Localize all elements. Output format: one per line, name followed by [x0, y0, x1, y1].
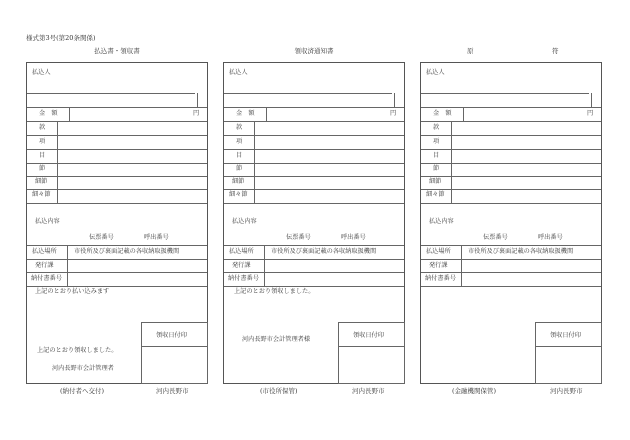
- form-notice: [223, 62, 405, 384]
- stamp-label: 領収日付印: [156, 332, 187, 339]
- slip-number-label: 伝票番号: [483, 234, 508, 241]
- row-label-setsu: 節: [39, 165, 46, 172]
- slip-number-label: 伝票番号: [89, 234, 114, 241]
- content-label: 払込内容: [232, 218, 257, 225]
- amount-label: 金 額: [433, 110, 452, 117]
- row-label-saisetsu: 細節: [35, 178, 48, 185]
- payer-label: 払込人: [32, 69, 51, 76]
- amount-label: 金 額: [236, 110, 255, 117]
- row-label-saisaisetsu: 細々節: [229, 191, 248, 198]
- row-label-setsu: 節: [433, 165, 440, 172]
- call-number-label: 呼出番号: [144, 234, 169, 241]
- payer-label: 払込人: [426, 69, 445, 76]
- copy-label-stub: (金融機関保管): [452, 387, 497, 395]
- received-note: 上記のとおり領収しました。: [37, 347, 118, 354]
- row-label-moku: 目: [433, 152, 440, 159]
- city-label-receipt: 河内長野市: [156, 387, 189, 395]
- call-number-label: 呼出番号: [341, 234, 366, 241]
- stamp-label: 領収日付印: [550, 332, 581, 339]
- amount-label: 金 額: [39, 110, 58, 117]
- form-title-stub-right: 符: [552, 47, 559, 55]
- row-label-saisaisetsu: 細々節: [426, 191, 445, 198]
- place-label: 払込場所: [32, 248, 57, 255]
- row-label-saisetsu: 細節: [429, 178, 442, 185]
- form-title-receipt: 払込書・領収書: [94, 47, 140, 55]
- row-label-setsu: 節: [236, 165, 243, 172]
- row-label-kan: 款: [236, 124, 243, 131]
- place-label: 払込場所: [426, 248, 451, 255]
- copy-label-notice: (市役所保管): [260, 387, 298, 395]
- manager-label: 河内長野市会計管理者: [52, 365, 114, 372]
- place-value: 市役所及び裏面記載の各収納取扱機関: [271, 248, 377, 255]
- form-title-notice: 領収済通知書: [294, 47, 334, 55]
- slip-number-label: 伝票番号: [286, 234, 311, 241]
- row-label-kan: 款: [433, 124, 440, 131]
- doc-number-label: 納付書番号: [228, 275, 259, 282]
- receipt-stamp-area: [141, 322, 208, 384]
- form-receipt: [26, 62, 208, 384]
- receipt-stamp-area: [535, 322, 602, 384]
- doc-number-label: 納付書番号: [425, 275, 456, 282]
- receipt-stamp-area: [338, 322, 405, 384]
- issuer-label: 発行課: [232, 262, 251, 269]
- content-label: 払込内容: [429, 218, 454, 225]
- issuer-label: 発行課: [35, 262, 54, 269]
- doc-number-label: 納付書番号: [31, 275, 62, 282]
- payment-note: 上記のとおり払い込みます: [35, 288, 110, 295]
- row-label-kou: 項: [236, 138, 243, 145]
- row-label-moku: 目: [39, 152, 46, 159]
- content-label: 払込内容: [35, 218, 60, 225]
- received-note: 上記のとおり領収しました。: [234, 288, 315, 295]
- row-label-saisetsu: 細節: [232, 178, 245, 185]
- yen-label: 円: [587, 110, 594, 117]
- form-stub: [420, 62, 602, 384]
- addressee-label: 河内長野市会計管理者様: [242, 336, 311, 343]
- city-label-notice: 河内長野市: [352, 387, 385, 395]
- row-label-kou: 項: [39, 138, 46, 145]
- row-label-kan: 款: [39, 124, 46, 131]
- place-label: 払込場所: [229, 248, 254, 255]
- place-value: 市役所及び裏面記載の各収納取扱機関: [468, 248, 574, 255]
- row-label-kou: 項: [433, 138, 440, 145]
- payer-label: 払込人: [229, 69, 248, 76]
- call-number-label: 呼出番号: [538, 234, 563, 241]
- stamp-label: 領収日付印: [353, 332, 384, 339]
- copy-label-receipt: (納付者へ交付): [60, 387, 105, 395]
- form-number: 様式第3号(第20条関係): [26, 34, 96, 42]
- place-value: 市役所及び裏面記載の各収納取扱機関: [74, 248, 180, 255]
- row-label-saisaisetsu: 細々節: [32, 191, 51, 198]
- yen-label: 円: [193, 110, 200, 117]
- issuer-label: 発行課: [429, 262, 448, 269]
- row-label-moku: 目: [236, 152, 243, 159]
- form-title-stub-left: 原: [467, 47, 474, 55]
- city-label-stub: 河内長野市: [550, 387, 583, 395]
- yen-label: 円: [390, 110, 397, 117]
